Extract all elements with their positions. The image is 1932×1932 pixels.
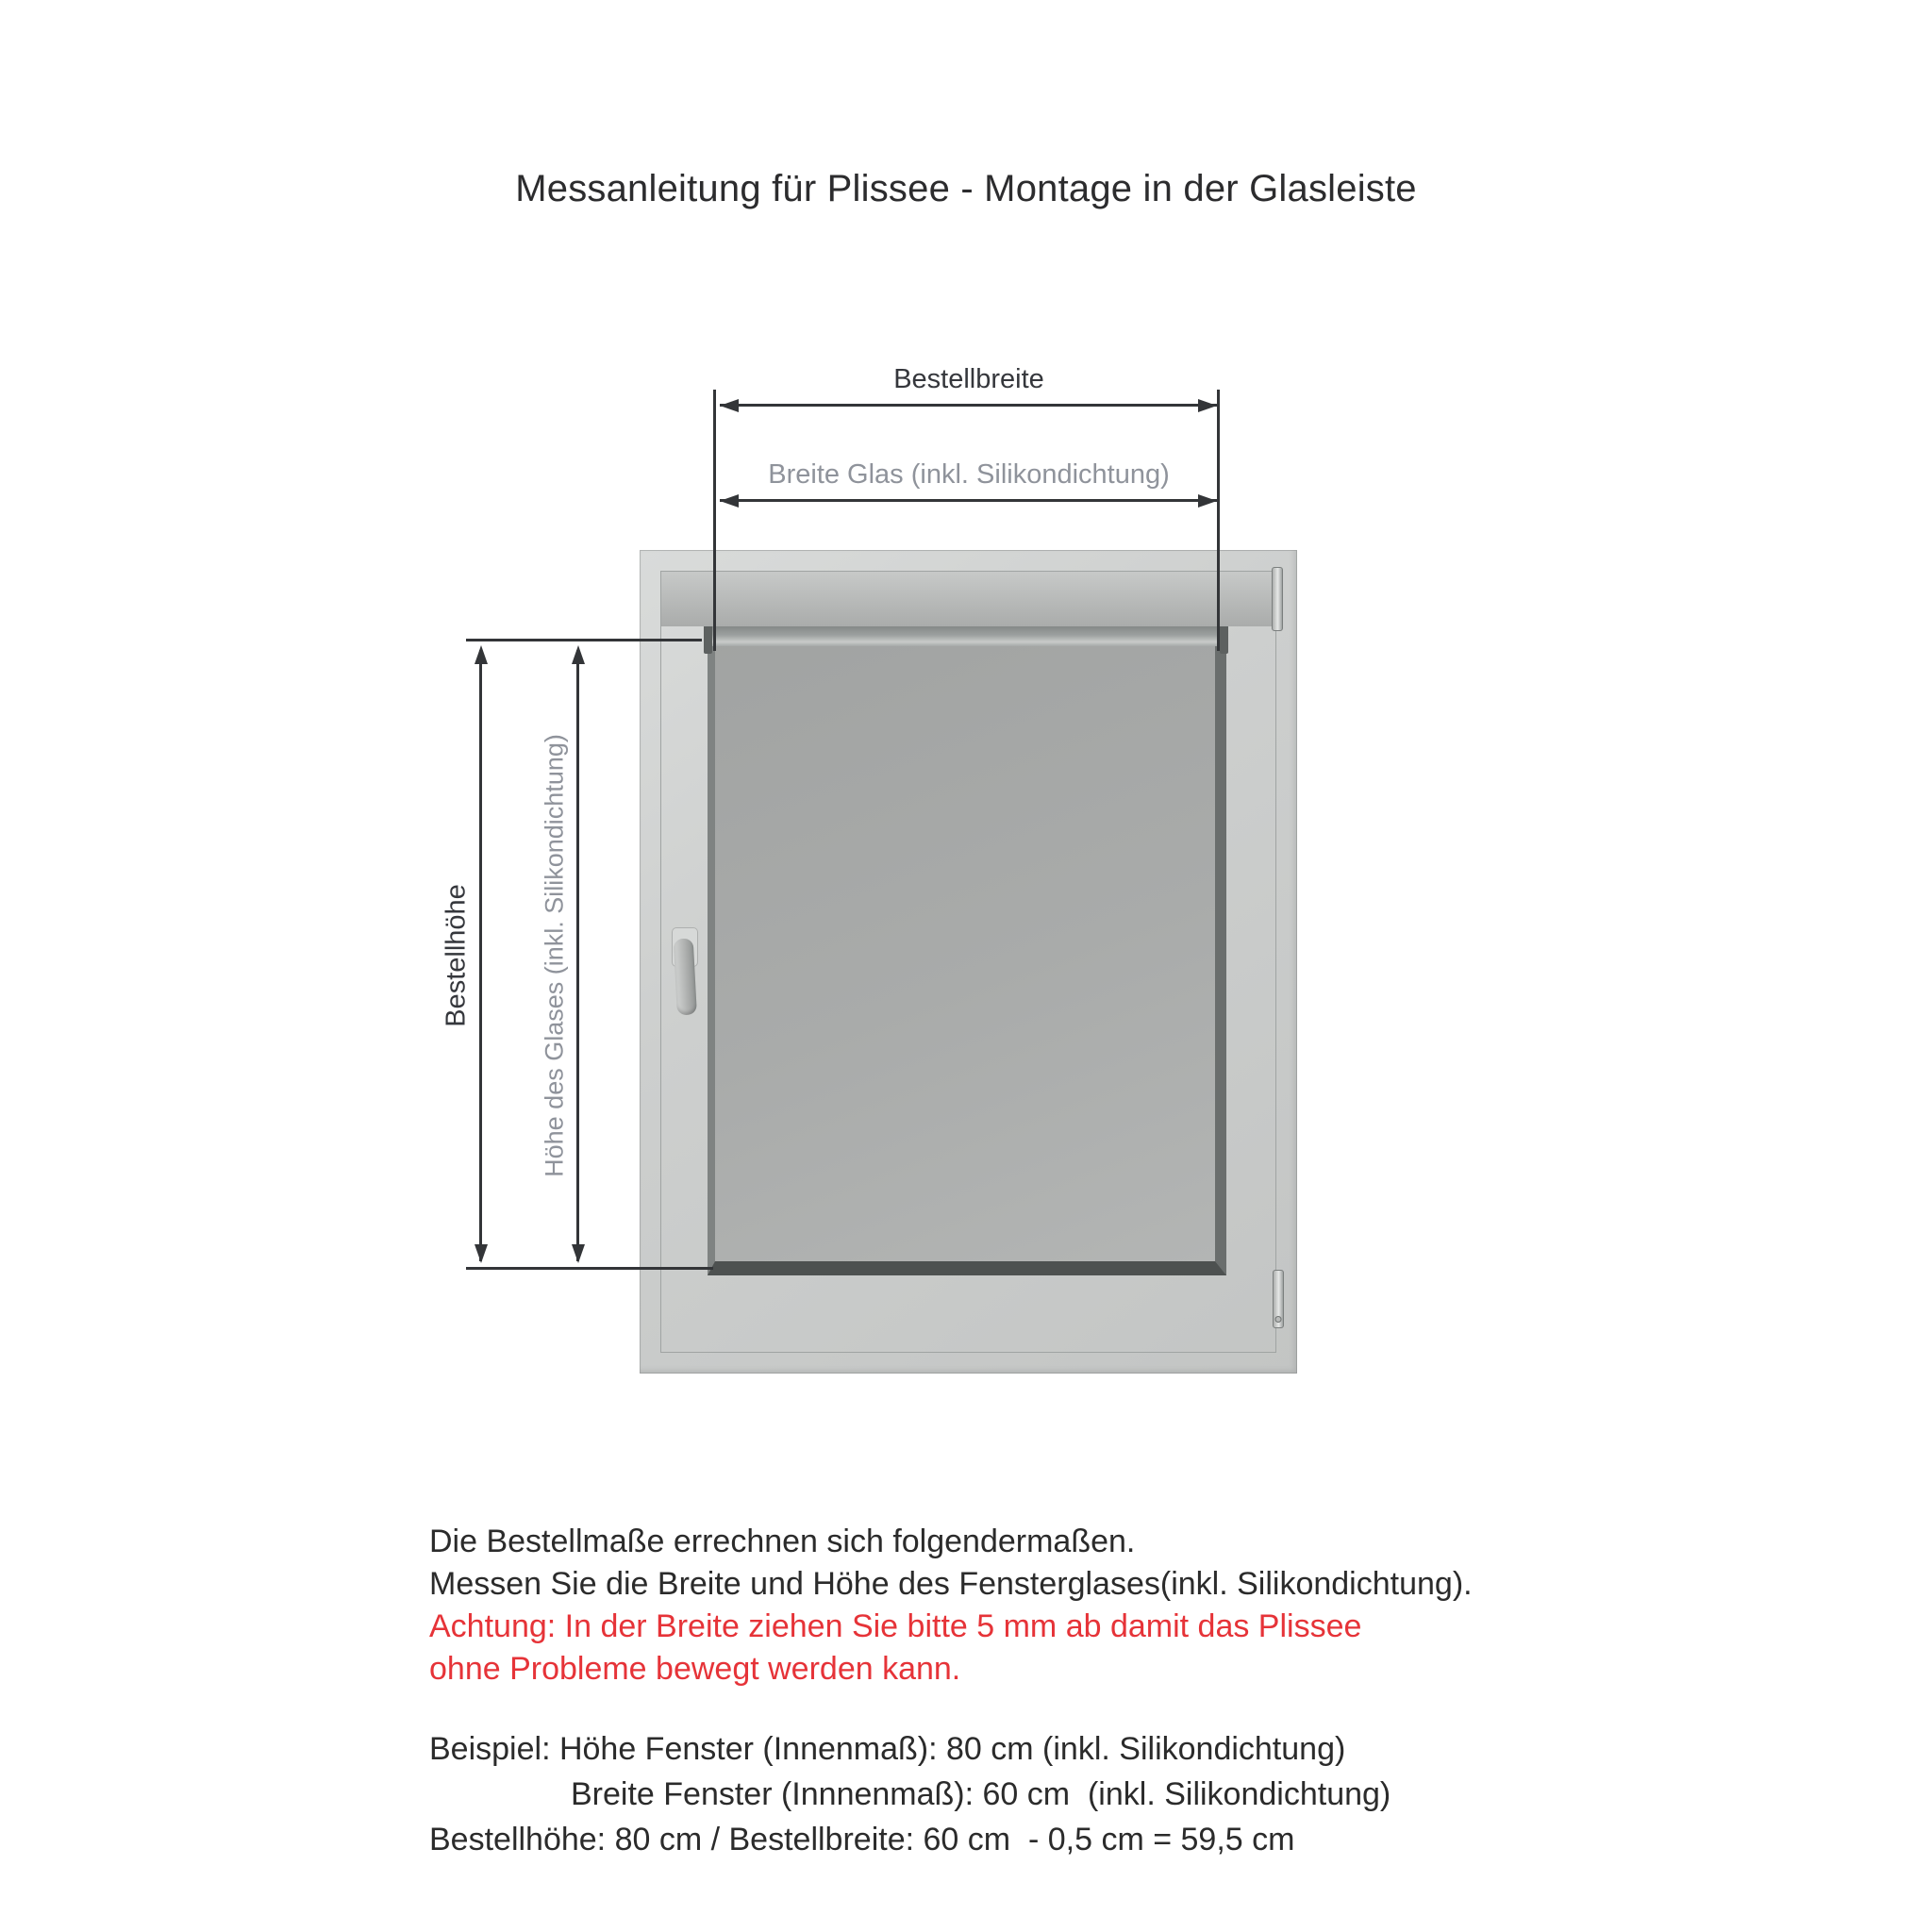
arrowhead-up-icon — [475, 645, 488, 664]
example-paragraph — [429, 1726, 1391, 1862]
instruction-line: Die Bestellmaße errechnen sich folgendermaßen. — [429, 1524, 1136, 1559]
headrail-end-cap-left — [704, 626, 712, 654]
headrail-end-cap-right — [1220, 626, 1228, 654]
arrowhead-left-icon — [720, 494, 739, 508]
extension-line-width-right — [1217, 390, 1220, 651]
window-illustration — [640, 550, 1297, 1374]
arrowhead-down-icon — [475, 1244, 488, 1263]
instruction-warning-line: Achtung: In der Breite ziehen Sie bitte 5 mm ab damit das Plissee — [429, 1608, 1362, 1644]
example-line: Beispiel: Höhe Fenster (Innenmaß): 80 cm (inkl. Silikondichtung) — [429, 1731, 1346, 1767]
label-bestellhoehe: Bestellhöhe — [441, 884, 472, 1027]
arrowhead-left-icon — [720, 399, 739, 412]
window-handle-lever — [674, 938, 697, 1015]
arrowhead-right-icon — [1198, 494, 1217, 508]
window-hinge-bottom — [1273, 1270, 1284, 1328]
dimension-arrow-hoehe-glas — [576, 650, 579, 1261]
dimension-arrow-breite-glas — [720, 499, 1217, 502]
arrowhead-right-icon — [1198, 399, 1217, 412]
label-bestellbreite: Bestellbreite — [893, 364, 1044, 394]
instruction-line: Messen Sie die Breite und Höhe des Fensterglases(inkl. Silikondichtung). — [429, 1566, 1473, 1602]
instructions-paragraph — [429, 1521, 1473, 1690]
arrowhead-down-icon — [572, 1244, 585, 1263]
instruction-warning-line: ohne Probleme bewegt werden kann. — [429, 1651, 961, 1687]
example-line: Breite Fenster (Innnenmaß): 60 cm (inkl. Silikondichtung) — [571, 1776, 1391, 1812]
label-breite-glas: Breite Glas (inkl. Silikondichtung) — [768, 459, 1170, 490]
hinge-pin — [1275, 1316, 1282, 1323]
plissee-headrail — [704, 626, 1228, 646]
page-title: Messanleitung für Plissee - Montage in der Glasleiste — [515, 168, 1417, 209]
dimension-arrow-bestellhoehe — [479, 650, 482, 1261]
dimension-arrow-bestellbreite — [720, 404, 1217, 407]
extension-line-height-bottom — [466, 1267, 713, 1270]
extension-line-height-top — [466, 639, 702, 641]
window-hinge-top — [1272, 567, 1283, 631]
glass-pane — [708, 626, 1226, 1275]
example-line: Bestellhöhe: 80 cm / Bestellbreite: 60 cm - 0,5 cm = 59,5 cm — [429, 1822, 1295, 1857]
label-hoehe-glas: Höhe des Glases (inkl. Silikondichtung) — [540, 734, 569, 1177]
extension-line-width-left — [713, 390, 716, 651]
arrowhead-up-icon — [572, 645, 585, 664]
